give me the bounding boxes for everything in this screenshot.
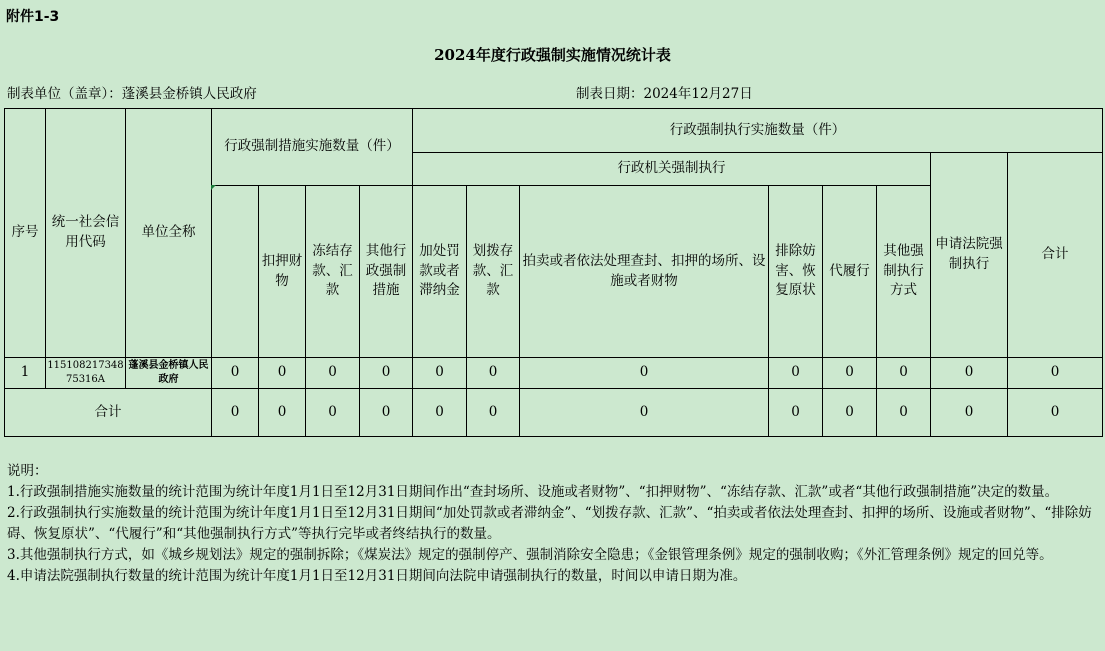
cell-comment-marker <box>211 185 216 190</box>
total-label: 合计 <box>5 389 212 437</box>
statistics-table <box>4 108 1103 437</box>
header-agency-execution: 行政机关强制执行 <box>413 153 931 186</box>
header-agency-1: 加处罚款或者滞纳金 <box>413 186 467 358</box>
header-credit-code: 统一社会信用代码 <box>46 109 126 358</box>
header-measures-group: 行政强制措施实施数量（件） <box>212 109 413 186</box>
notes-heading: 说明： <box>7 463 48 479</box>
total-value: 0 <box>1008 389 1103 437</box>
total-value: 0 <box>413 389 467 437</box>
table-row <box>5 358 1103 389</box>
header-agency-2: 划拨存款、汇款 <box>467 186 520 358</box>
header-measure-2: 扣押财物 <box>259 186 306 358</box>
row-value: 0 <box>306 358 360 389</box>
total-value: 0 <box>212 389 259 437</box>
note-item: 4.申请法院强制执行数量的统计范围为统计年度1月1日至12月31日期间向法院申请强制执行的数量，时间以申请日期为准。 <box>7 568 747 584</box>
row-value: 0 <box>360 358 413 389</box>
row-value: 0 <box>877 358 931 389</box>
row-value: 0 <box>823 358 877 389</box>
total-value: 0 <box>360 389 413 437</box>
total-row <box>5 389 1103 437</box>
total-value: 0 <box>306 389 360 437</box>
row-value: 0 <box>259 358 306 389</box>
row-value: 0 <box>520 358 769 389</box>
note-item: 2.行政强制执行实施数量的统计范围为统计年度1月1日至12月31日期间“加处罚款或者滞纳金”、“划拨存款、汇款”、“拍卖或者依法处理查封、扣押的场所、设施或者财物”、“排除妨碍、恢复原状”、“代履行”和“其他强制执行方式”等执行完毕或者终结执行的数量。 <box>7 505 1092 542</box>
notes-section <box>7 461 1102 587</box>
total-value: 0 <box>769 389 823 437</box>
row-value: 0 <box>769 358 823 389</box>
row-value: 0 <box>931 358 1008 389</box>
header-total: 合计 <box>1008 153 1103 358</box>
header-measure-4: 其他行政强制措施 <box>360 186 413 358</box>
row-unit-name: 蓬溪县金桥镇人民政府 <box>126 358 212 389</box>
total-value: 0 <box>877 389 931 437</box>
attachment-label: 附件1-3 <box>6 9 60 25</box>
row-value: 0 <box>413 358 467 389</box>
page-title: 2024年度行政强制实施情况统计表 <box>434 46 671 64</box>
total-value: 0 <box>823 389 877 437</box>
row-value: 0 <box>1008 358 1103 389</box>
total-value: 0 <box>520 389 769 437</box>
header-unit-name: 单位全称 <box>126 109 212 358</box>
header-agency-6: 其他强制执行方式 <box>877 186 931 358</box>
header-seq: 序号 <box>5 109 46 358</box>
header-agency-4: 排除妨害、恢复原状 <box>769 186 823 358</box>
header-measure-1 <box>212 186 259 358</box>
total-value: 0 <box>467 389 520 437</box>
header-court-execution: 申请法院强制执行 <box>931 153 1008 358</box>
row-credit-code: 11510821734875316A <box>46 358 126 389</box>
reporting-unit: 制表单位（盖章）：蓬溪县金桥镇人民政府 <box>7 86 257 102</box>
header-agency-5: 代履行 <box>823 186 877 358</box>
total-value: 0 <box>931 389 1008 437</box>
header-agency-3: 拍卖或者依法处理查封、扣押的场所、设施或者财物 <box>520 186 769 358</box>
row-value: 0 <box>467 358 520 389</box>
row-seq: 1 <box>5 358 46 389</box>
header-execution-group: 行政强制执行实施数量（件） <box>413 109 1103 153</box>
header-measure-3: 冻结存款、汇款 <box>306 186 360 358</box>
total-value: 0 <box>259 389 306 437</box>
report-date: 制表日期：2024年12月27日 <box>576 86 753 102</box>
row-value: 0 <box>212 358 259 389</box>
note-item: 1.行政强制措施实施数量的统计范围为统计年度1月1日至12月31日期间作出“查封场所、设施或者财物”、“扣押财物”、“冻结存款、汇款”或者“其他行政强制措施”决定的数量。 <box>7 484 1059 500</box>
note-item: 3.其他强制执行方式，如《城乡规划法》规定的强制拆除；《煤炭法》规定的强制停产、强制消除安全隐患；《金银管理条例》规定的强制收购；《外汇管理条例》规定的回兑等。 <box>7 547 1053 563</box>
